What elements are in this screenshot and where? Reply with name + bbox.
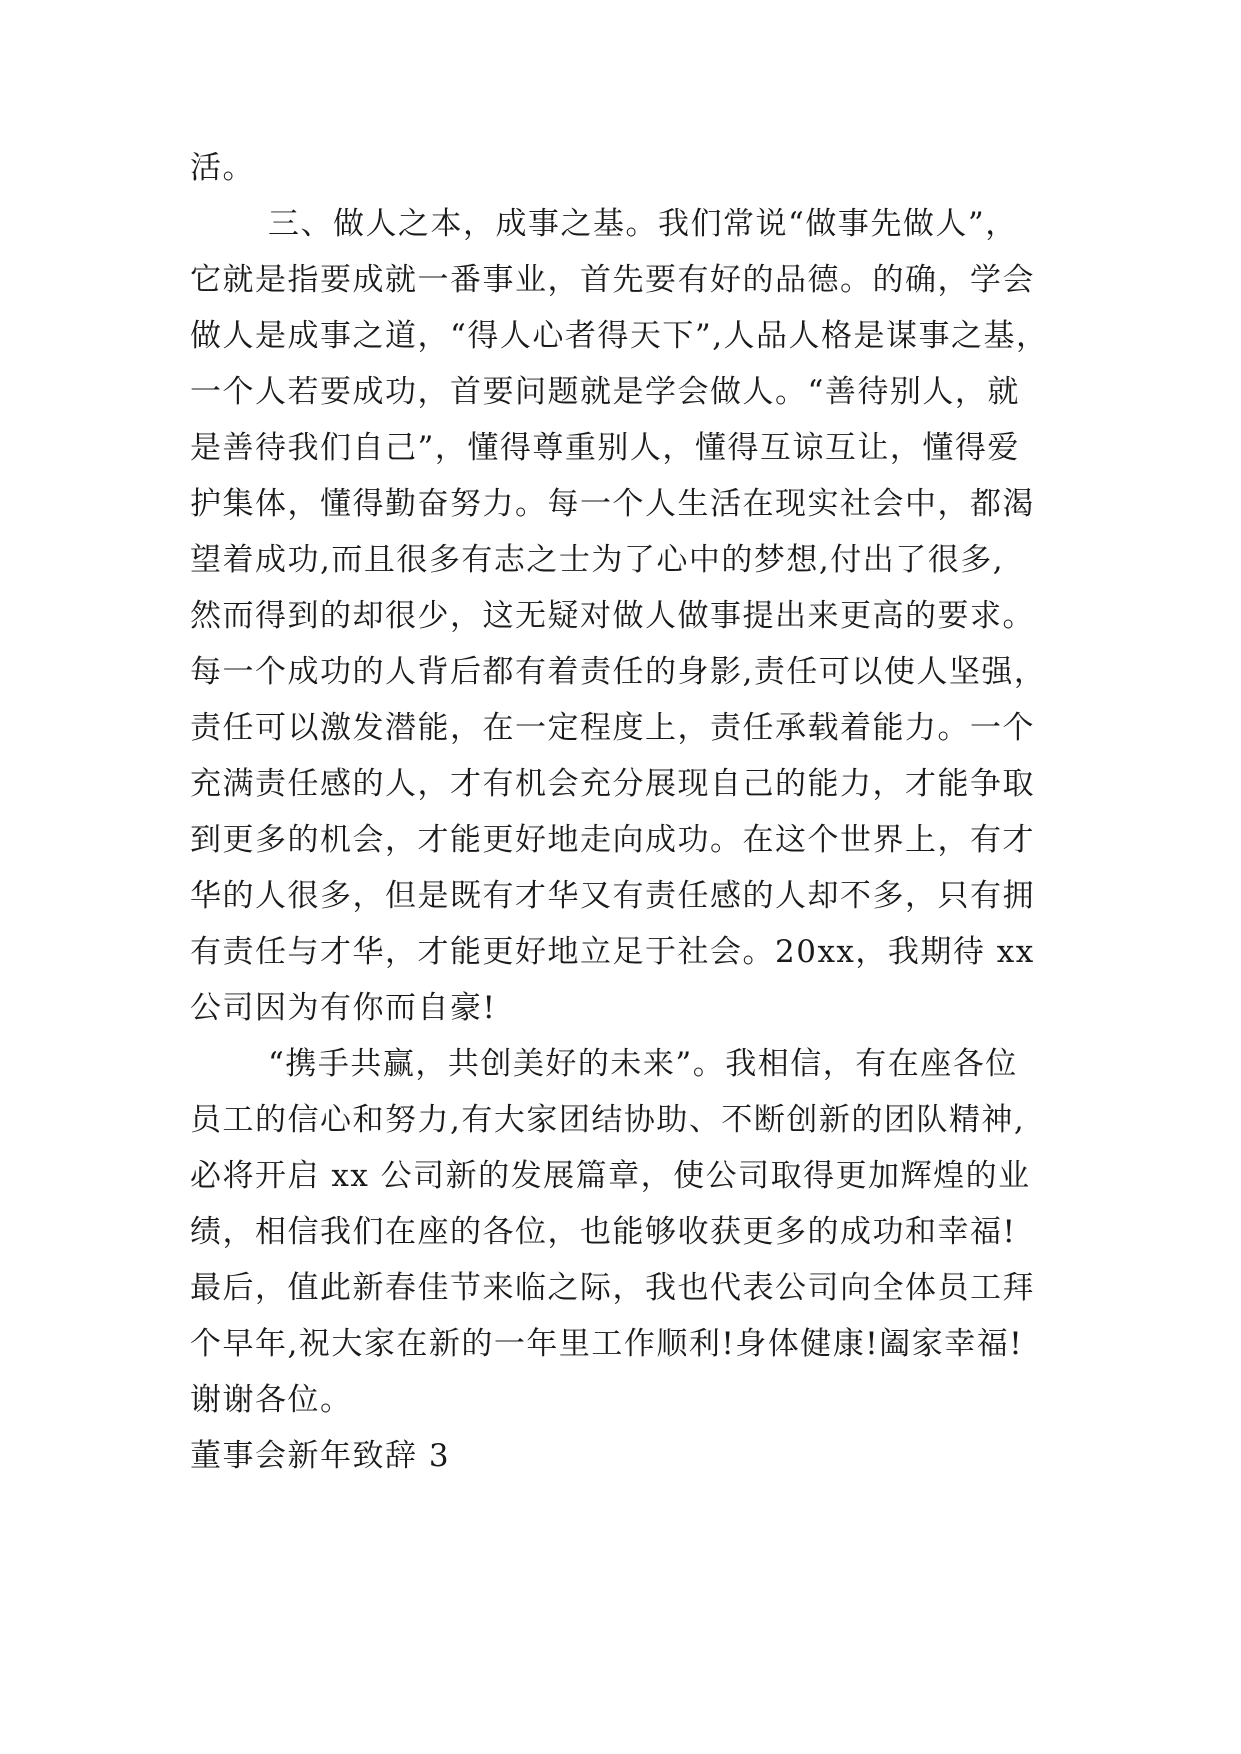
paragraph-heading-line: 三、做人之本，成事之基。我们常说“做事先做人”， [268, 206, 1018, 242]
paragraph-start-line: “携手共赢，共创美好的未来”。我相信，有在座各位 [268, 1046, 1018, 1082]
text-line: 望着成功,而且很多有志之士为了心中的梦想,付出了很多, [190, 542, 1005, 578]
text-line: 到更多的机会，才能更好地走向成功。在这个世界上，有才 [190, 822, 1035, 858]
text-line: 公司因为有你而自豪! [190, 990, 497, 1026]
text-line: 个早年,祝大家在新的一年里工作顺利!身体健康!阖家幸福! [190, 1326, 1024, 1362]
text-line: 一个人若要成功，首要问题就是学会做人。“善待别人，就 [190, 374, 1020, 410]
text-line: 充满责任感的人，才有机会充分展现自己的能力，才能争取 [190, 766, 1035, 802]
text-line: 责任可以激发潜能，在一定程度上，责任承载着能力。一个 [190, 710, 1035, 746]
text-line: 华的人很多，但是既有才华又有责任感的人却不多，只有拥 [190, 878, 1035, 914]
text-line: 最后，值此新春佳节来临之际，我也代表公司向全体员工拜 [190, 1270, 1035, 1306]
text-line: 必将开启 xx 公司新的发展篇章，使公司取得更加辉煌的业 [190, 1158, 1031, 1194]
text-line: 是善待我们自己”，懂得尊重别人，懂得互谅互让，懂得爱 [190, 430, 1020, 466]
text-line: 每一个成功的人背后都有着责任的身影,责任可以使人坚强， [190, 654, 1047, 690]
text-line: 谢谢各位。 [190, 1382, 353, 1418]
text-line: 员工的信心和努力,有大家团结协助、不断创新的团队精神, [190, 1102, 1026, 1138]
text-line: 活。 [190, 150, 255, 186]
text-line: 它就是指要成就一番事业，首先要有好的品德。的确，学会 [190, 262, 1035, 298]
text-line: 绩，相信我们在座的各位，也能够收获更多的成功和幸福! [190, 1214, 1017, 1250]
text-line: 然而得到的却很少，这无疑对做人做事提出来更高的要求。 [190, 598, 1035, 634]
section-title: 董事会新年致辞 3 [190, 1438, 451, 1474]
text-line: 有责任与才华，才能更好地立足于社会。20xx，我期待 xx [190, 934, 1035, 970]
text-line: 护集体，懂得勤奋努力。每一个人生活在现实社会中，都渴 [190, 486, 1035, 522]
text-line: 做人是成事之道，“得人心者得天下”,人品人格是谋事之基， [190, 318, 1049, 354]
